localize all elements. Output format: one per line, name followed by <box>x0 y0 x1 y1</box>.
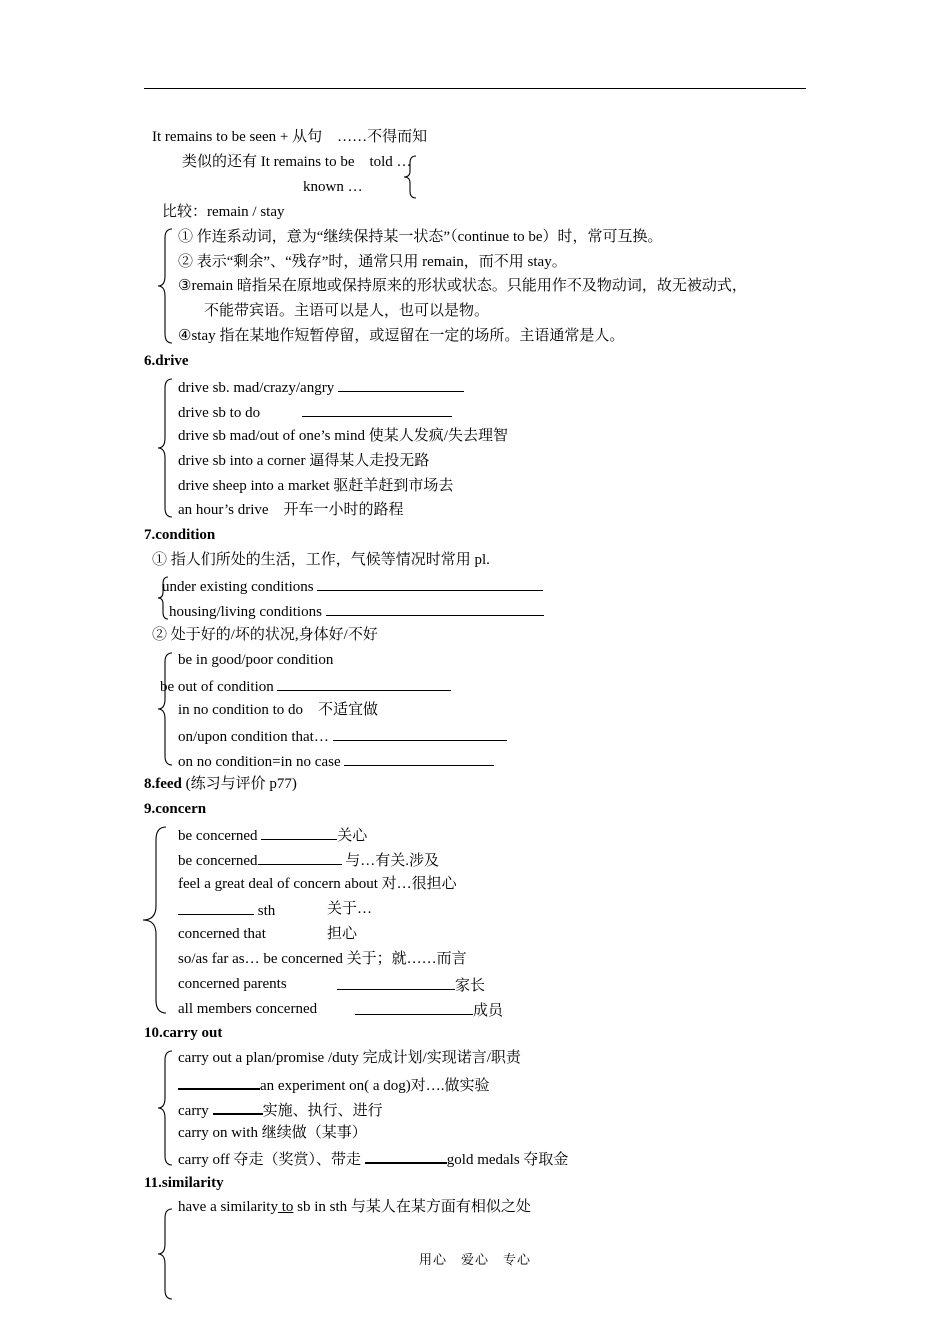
brace-concern <box>140 826 170 1014</box>
brace-told-known <box>402 155 422 199</box>
condition-sub2-5: on no condition=in no case <box>178 751 494 771</box>
carry-item-4: carry on with 继续做（某事） <box>178 1125 367 1141</box>
condition-sub2-4: on/upon condition that… <box>178 726 507 746</box>
brace-carry <box>156 1050 176 1166</box>
drive-item-6: an hour’s drive 开车一小时的路程 <box>178 502 404 518</box>
concern-item-3: feel a great deal of concern about 对…很担心 <box>178 876 457 892</box>
drive-item-5: drive sheep into a market 驱赶羊赶到市场去 <box>178 478 454 494</box>
carry-item-5: carry off 夺走（奖赏）、带走 gold medals 夺取金 <box>178 1148 568 1169</box>
concern-item-5: concerned that <box>178 926 266 942</box>
brace-drive <box>156 378 176 518</box>
concern-item-6: so/as far as… be concerned 关于；就……而言 <box>178 951 467 967</box>
concern-item-1: be concerned 关心 <box>178 825 367 845</box>
brace-condition-2 <box>156 652 176 766</box>
remain-point-4: ④stay 指在某地作短暂停留，或逗留在一定的场所。主语通常是人。 <box>178 328 625 344</box>
concern-item-7-blank: 家长 <box>337 975 485 995</box>
drive-heading: 6.drive <box>144 353 189 369</box>
condition-heading: 7.condition <box>144 527 216 543</box>
concern-item-7: concerned parents <box>178 976 287 992</box>
concern-item-8-blank: 成员 <box>355 1000 503 1020</box>
condition-sub2-3: in no condition to do 不适宜做 <box>178 702 378 718</box>
condition-sub2-2: be out of condition <box>160 676 451 696</box>
remain-point-1: ① 作连系动词，意为“继续保持某一状态”（continue to be）时，常可互换。 <box>178 229 663 245</box>
condition-sub2-1: be in good/poor condition <box>178 652 334 668</box>
drive-item-1: drive sb. mad/crazy/angry <box>178 377 464 397</box>
drive-item-4: drive sb into a corner 逼得某人走投无路 <box>178 453 430 469</box>
remain-point-2: ② 表示“剩余”、“残存”时，通常只用 remain，而不用 stay。 <box>178 254 567 270</box>
feed-line: 8.feed (练习与评价 p77) <box>144 776 297 792</box>
similarity-heading: 11.similarity <box>144 1175 224 1191</box>
remain-line-2: 类似的还有 It remains to be told … <box>182 154 412 170</box>
carry-item-1: carry out a plan/promise /duty 完成计划/实现诺言/职责 <box>178 1050 521 1066</box>
remain-point-3-cont: 不能带宾语。主语可以是人，也可以是物。 <box>204 303 490 319</box>
drive-item-2: drive sb to do <box>178 402 452 422</box>
page-footer: 用心 爱心 专心 <box>418 1252 531 1267</box>
concern-item-4-meaning: 关于… <box>327 901 373 917</box>
condition-point-2: ② 处于好的/坏的状况,身体好/不好 <box>152 627 378 643</box>
header-rule <box>144 88 806 89</box>
brace-remain-points <box>156 228 176 344</box>
concern-item-2: be concerned 与…有关.涉及 <box>178 850 439 870</box>
similarity-item-1: have a similarity to sb in sth 与某人在某方面有相似之处 <box>178 1199 531 1215</box>
carry-item-2: an experiment on( a dog)对….做实验 <box>178 1074 490 1095</box>
drive-item-3: drive sb mad/out of one’s mind 使某人发疯/失去理智 <box>178 428 508 444</box>
concern-item-8: all members concerned <box>178 1001 318 1017</box>
condition-sub1-2: housing/living conditions <box>169 601 544 621</box>
condition-point-1: ① 指人们所处的生活，工作，气候等情况时常用 pl. <box>152 552 490 568</box>
condition-sub1-1: under existing conditions <box>162 576 543 596</box>
concern-item-5-meaning: 担心 <box>327 926 358 942</box>
compare-title: 比较：remain / stay <box>162 204 285 220</box>
remain-line-3: known … <box>303 179 363 195</box>
concern-heading: 9.concern <box>144 801 207 817</box>
concern-item-4: sth <box>178 900 275 920</box>
carry-heading: 10.carry out <box>144 1025 223 1041</box>
remain-line-1: It remains to be seen + 从句 ……不得而知 <box>152 129 428 145</box>
carry-item-3: carry 实施、执行、进行 <box>178 1099 383 1120</box>
remain-point-3: ③remain 暗指呆在原地或保持原来的形状或状态。只能用作不及物动词，故无被动式， <box>178 278 747 294</box>
